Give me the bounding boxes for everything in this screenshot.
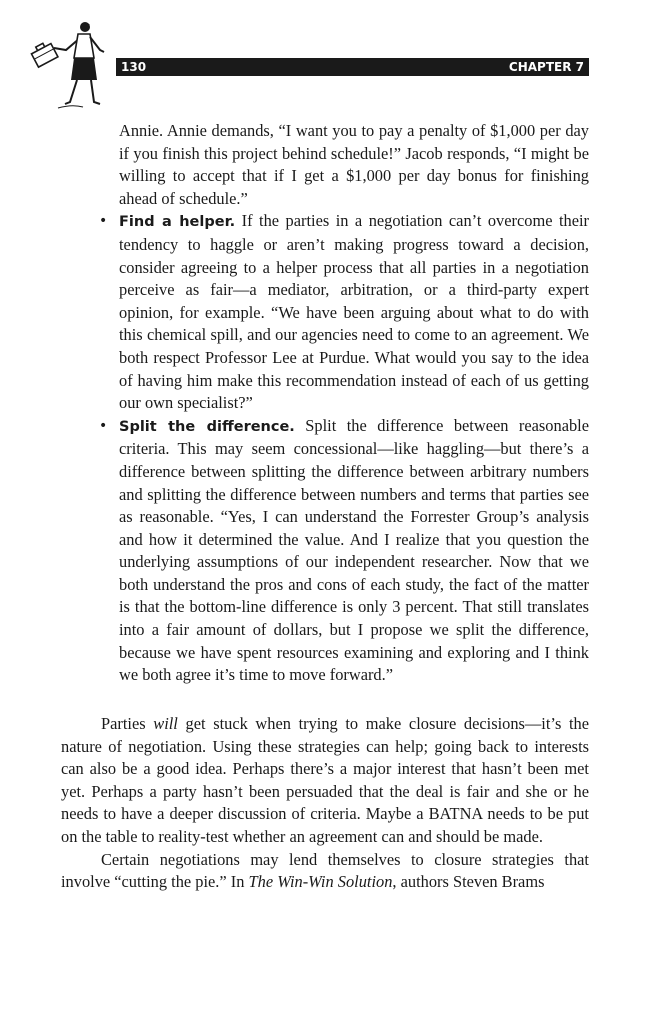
bullet-section <box>99 120 589 687</box>
bullet-lead: Split the difference. <box>119 418 295 435</box>
bullet-text: If the parties in a negotiation can’t overcome their tendency to haggle or aren’t making progress toward a decision, consider agreeing to a helper process that all parties in a negotiation perceive as fair—a mediator, arbitration, or a third-party expert opinion, for example. “We have been arguing about what to do with this chemical spill, and our agencies need to come to an agreement. We both respect Professor Lee at Purdue. What would you say to the idea of having him make this recommendation instead of each of us getting our own specialist?” <box>119 211 589 413</box>
body-paragraph: Parties will get stuck when trying to make closure decisions—it’s the nature of negotiation. Using these strategies can help; going back to interests can also be a good idea. Perhaps there’s a major interest that hasn’t been met yet. Perhaps a party hasn’t been persuaded that the deal is fair and she or he needs to have a deeper discussion of criteria. Maybe a BATNA needs to be put on the table to reality-test whether an agreement can and should be made. <box>61 714 589 846</box>
bullet-text: Split the difference between reasonable criteria. This may seem concessional—like haggling—but there’s a difference between splitting the difference between arbitrary numbers and splitting the difference between numbers and terms that parties see as reasonable. “Yes, I can understand the Forrester Group’s analysis and how it determined the value. And I realize that you question the underlying assumptions of our independent researcher. Now that we both understand the pros and cons of each study, the fact of the matter is that the bottom-line difference is only 3 percent. That still translates into a fair amount of dollars, but I propose we split the difference, because we have spent resources examining and exploring and I think we both agree it’s time to move forward.” <box>119 415 589 685</box>
page-number: 130 <box>121 60 147 74</box>
running-header <box>116 58 589 76</box>
bullet-item-split-the-difference <box>99 415 589 687</box>
bullet-lead: Find a helper. <box>119 214 236 231</box>
bullet-dot-icon: • <box>99 417 108 434</box>
chapter-label: CHAPTER 7 <box>508 60 584 74</box>
body-text <box>61 713 589 894</box>
bullet-item-find-a-helper <box>99 210 589 414</box>
body-paragraph: Certain negotiations may lend themselves to closure strategies that involve “cutting the pie.” In The Win-Win Solution, authors Steven Brams <box>61 849 589 892</box>
continuation-paragraph: Annie. Annie demands, “I want you to pay a penalty of $1,000 per day if you finish this project behind schedule!” Jacob responds, “I might be willing to accept that if I get a $1,000 per day bonus for finishing ahead of schedule.” <box>119 121 589 208</box>
bullet-dot-icon: • <box>99 213 108 230</box>
businesswoman-logo-icon <box>28 18 112 110</box>
emphasis: will <box>153 714 178 733</box>
book-title: The Win-Win Solution <box>248 872 393 892</box>
